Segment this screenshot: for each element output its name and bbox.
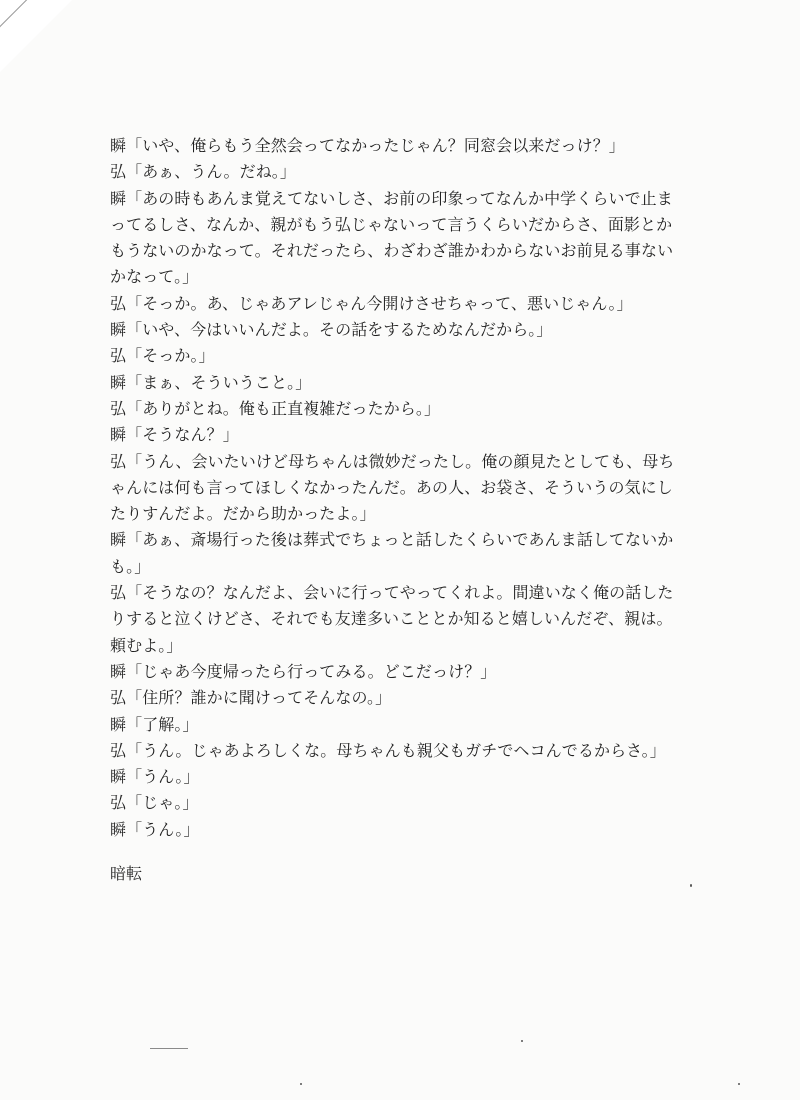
- script-line: [110, 370, 672, 396]
- line-text: 「そっか。」: [126, 346, 215, 366]
- speaker-name: 弘: [110, 688, 127, 708]
- script-line: [110, 738, 672, 764]
- script-line: [110, 317, 672, 343]
- speaker-name: 弘: [110, 740, 127, 760]
- script-line: [110, 159, 672, 185]
- line-text: もうないのかなって。それだったら、わざわざ誰かわからないお前見る事ない: [110, 241, 674, 261]
- speaker-name: 弘: [110, 398, 127, 418]
- speaker-name: 瞬: [110, 320, 127, 340]
- line-text: ゃんには何も言ってほしくなかったんだ。あの人、お袋さ、そういうの気にし: [110, 477, 673, 497]
- script-line: [110, 133, 672, 159]
- speaker-name: 弘: [110, 451, 127, 471]
- line-text: 「うん。」: [126, 819, 200, 839]
- script-line: [110, 449, 675, 475]
- script-line: [110, 685, 672, 711]
- script-line: [110, 527, 672, 553]
- line-text: 「住所？誰かに聞けってそんなの。」: [126, 688, 392, 708]
- script-line: [110, 396, 672, 422]
- speaker-name: 弘: [110, 793, 127, 813]
- line-text: 「そうなの？なんだよ、会いに行ってやってくれよ。間違いなく俺の話した: [126, 583, 674, 603]
- speaker-name: 弘: [110, 293, 127, 313]
- line-text: 「うん。」: [126, 767, 200, 787]
- script-line: [110, 580, 672, 606]
- line-text: 「あぁ、うん。だね。」: [126, 162, 297, 182]
- script-line: [110, 659, 672, 685]
- line-text: 頼むよ。」: [110, 635, 183, 655]
- line-text: 「そっか。あ、じゃあアレじゃん今開けさせちゃって、悪いじゃん。」: [126, 293, 633, 313]
- line-text: 「そうなん？」: [126, 425, 239, 445]
- line-text: 「いや、今はいいんだよ。その話をするためなんだから。」: [126, 320, 553, 340]
- speaker-name: 弘: [110, 583, 127, 603]
- speaker-name: 瞬: [110, 819, 127, 839]
- speaker-name: 瞬: [110, 425, 127, 445]
- script-line: [110, 501, 672, 527]
- script-line: [110, 422, 672, 448]
- script-line: [110, 212, 672, 238]
- line-text: 「了解。」: [126, 714, 199, 734]
- speaker-name: 弘: [110, 162, 127, 182]
- speaker-name: 瞬: [110, 530, 127, 550]
- line-text: も。」: [110, 556, 151, 576]
- speaker-name: 瞬: [110, 767, 127, 787]
- script-line: [110, 764, 672, 790]
- script-body: [110, 133, 675, 887]
- script-line: [110, 475, 672, 501]
- script-line: [110, 790, 672, 816]
- line-text: 「うん、会いたいけど母ちゃんは微妙だったし。俺の顔見たとしても、母ち: [126, 451, 675, 471]
- line-text: 「じゃあ今度帰ったら行ってみる。どこだっけ？」: [126, 661, 497, 681]
- dialogue-lines: [110, 133, 675, 843]
- line-text: 「あの時もあんま覚えてないしさ、お前の印象ってなんか中学くらいで止ま: [126, 188, 673, 208]
- speaker-name: 瞬: [110, 661, 127, 681]
- line-text: 「いや、俺らもう全然会ってなかったじゃん？同窓会以来だっけ？」: [126, 136, 625, 155]
- script-line: [110, 633, 672, 659]
- folded-corner: [0, 0, 72, 72]
- stage-direction: 暗転: [110, 864, 143, 884]
- speaker-name: 瞬: [110, 714, 127, 734]
- line-text: ってるしさ、なんか、親がもう弘じゃないって言うくらいだからさ、面影とか: [110, 214, 673, 234]
- script-line: [110, 712, 672, 738]
- speaker-name: 瞬: [110, 372, 127, 392]
- line-text: 「うん。じゃあよろしくな。母ちゃんも親父もガチでヘコんでるからさ。」: [126, 740, 666, 760]
- line-text: 「まぁ、そういうこと。」: [126, 372, 312, 392]
- line-text: かなって。」: [110, 267, 199, 287]
- script-line: [110, 291, 672, 317]
- line-text: 「ありがとね。俺も正直複雑だったから。」: [126, 398, 441, 418]
- line-text: りすると泣くけどさ、それでも友達多いこととか知ると嬉しいんだぞ、親は。: [110, 609, 673, 629]
- spacer: [110, 843, 672, 861]
- script-line: [110, 186, 672, 212]
- speaker-name: 弘: [110, 346, 127, 366]
- speaker-name: 瞬: [110, 188, 127, 208]
- script-line: [110, 554, 672, 580]
- script-line: [110, 264, 672, 290]
- script-line: [110, 238, 672, 264]
- script-line: [110, 343, 672, 369]
- script-line: [110, 606, 672, 632]
- line-text: 「じゃ。」: [126, 793, 199, 813]
- speaker-name: 瞬: [110, 136, 127, 155]
- line-text: 「あぁ、斎場行った後は葬式でちょっと話したくらいであんま話してないか: [126, 530, 674, 550]
- script-line: [110, 817, 672, 843]
- line-text: たりすんだよ。だから助かったよ。」: [110, 504, 376, 524]
